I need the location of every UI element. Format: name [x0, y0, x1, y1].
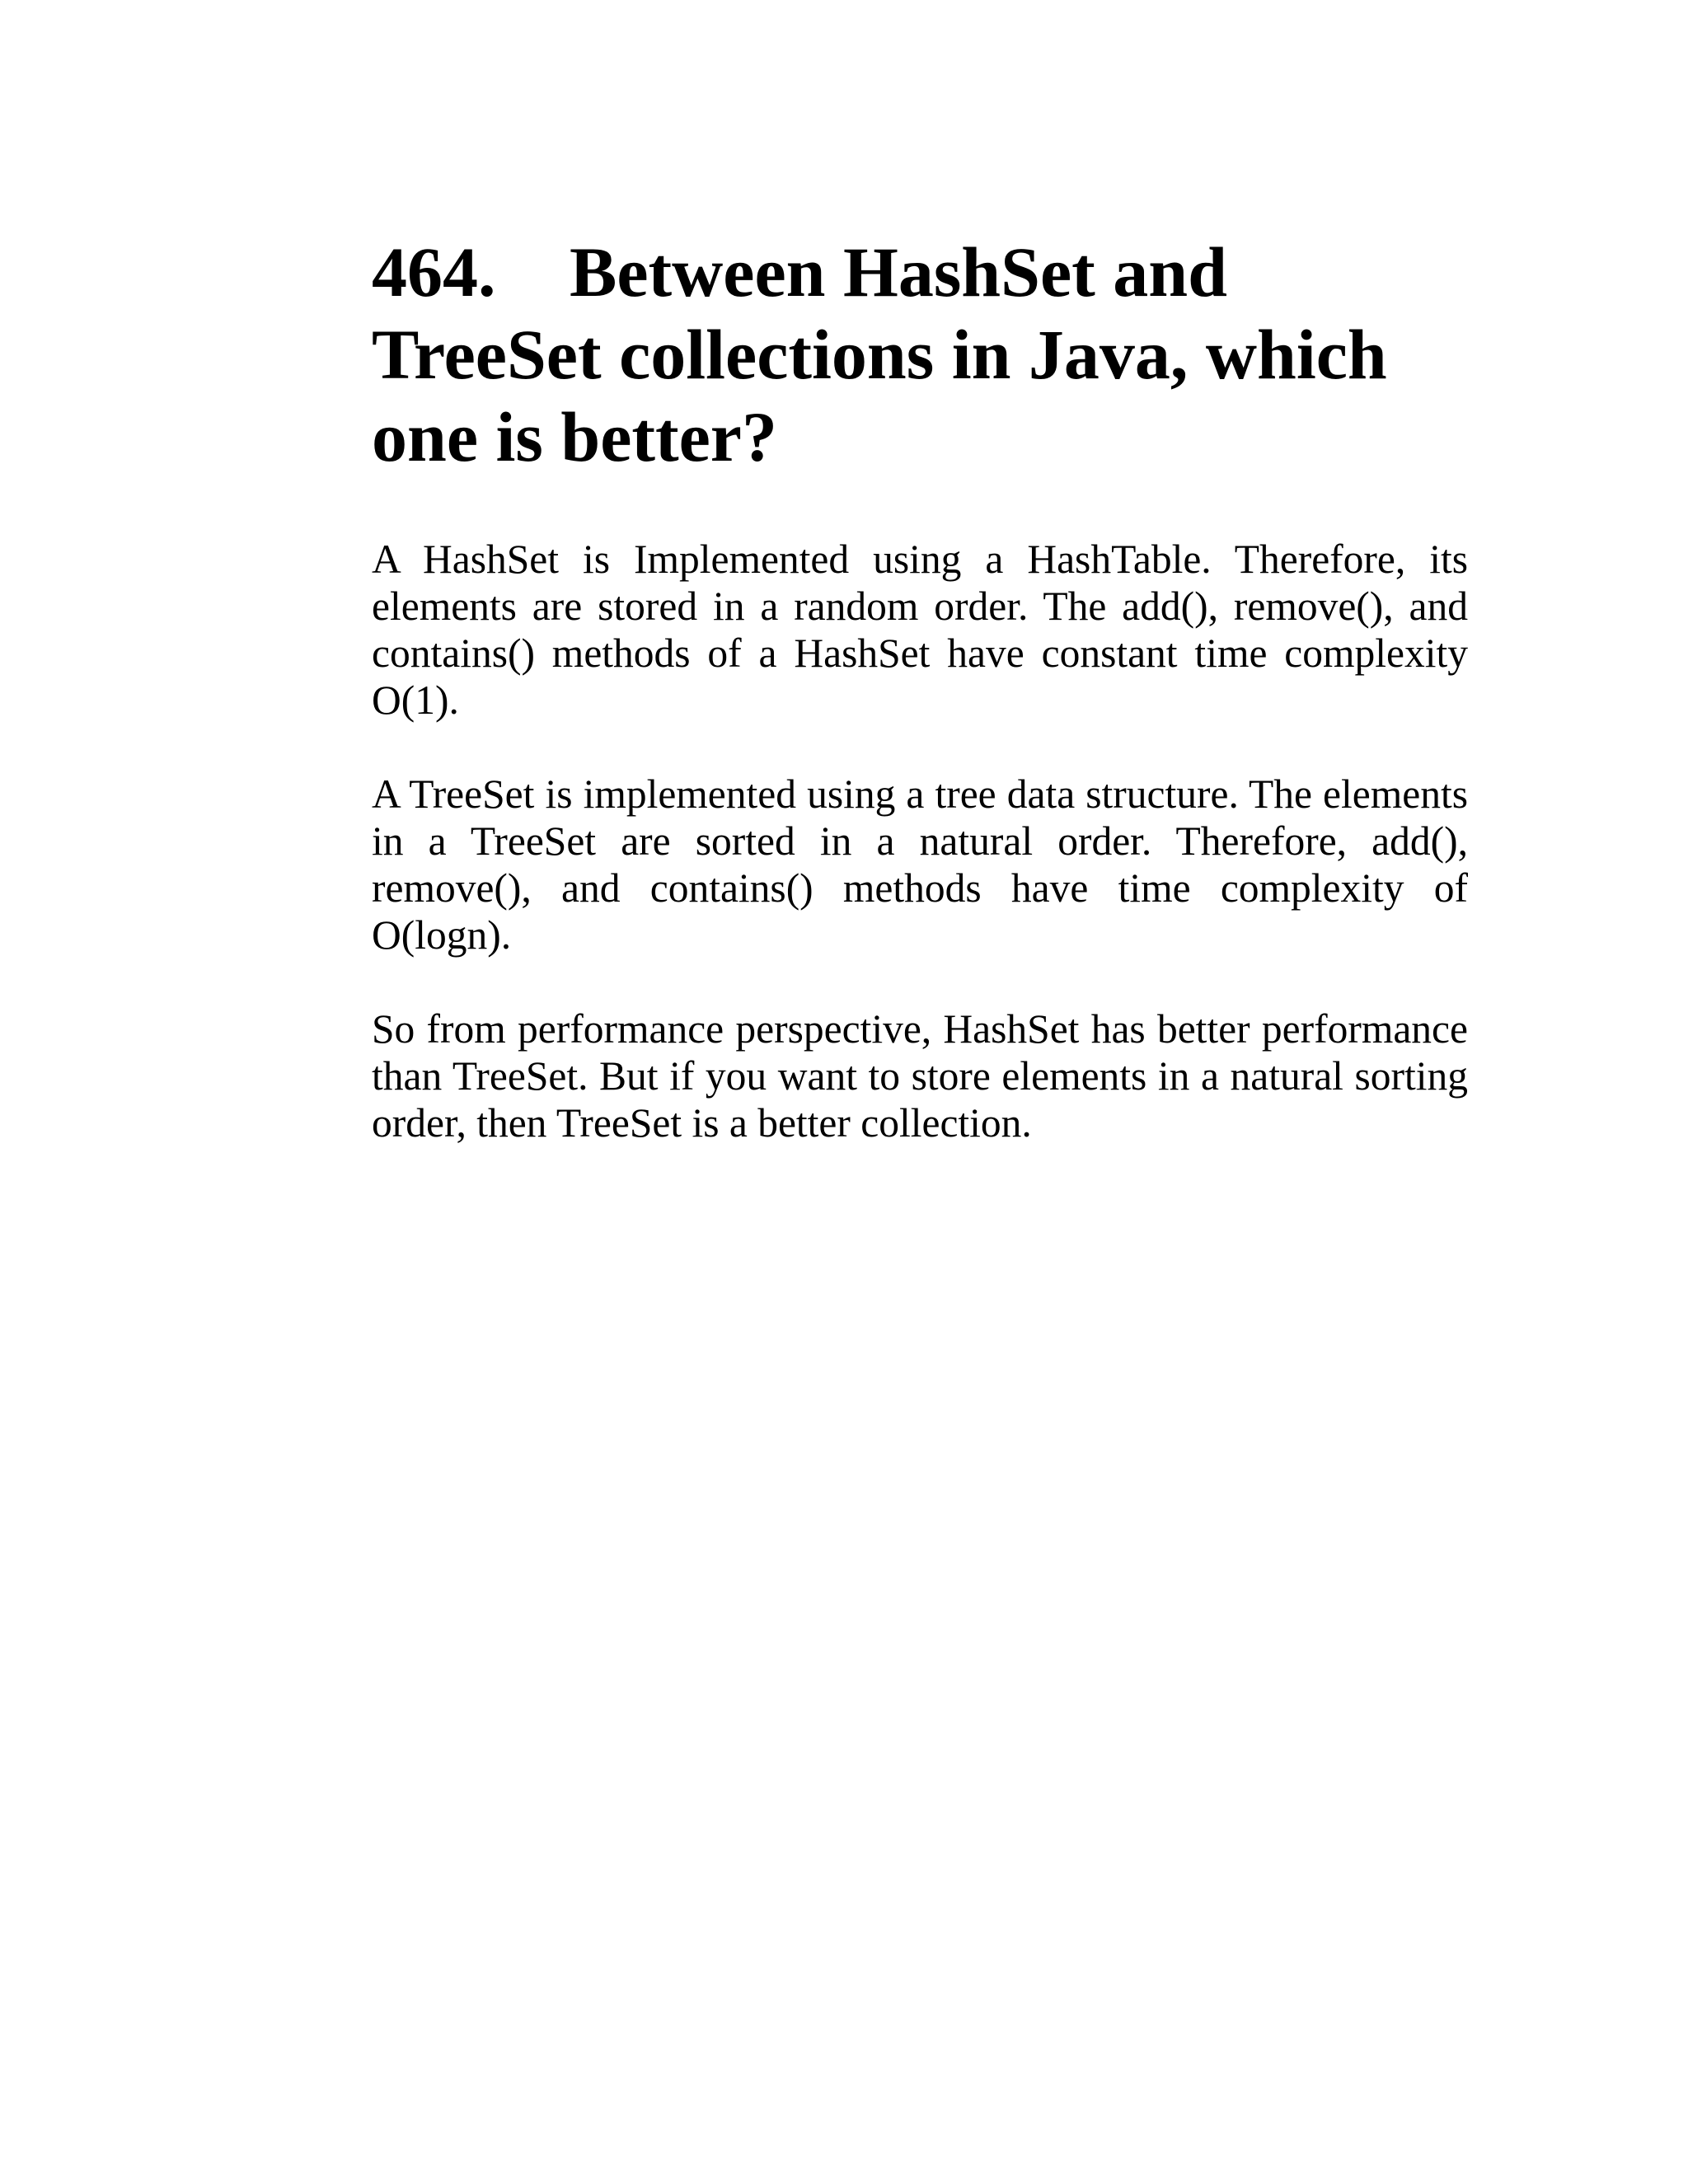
question-heading — [372, 231, 1468, 478]
answer-paragraph-hashset: A HashSet is Implemented using a HashTable. Therefore, its elements are stored in a random order. The add(), remove(), and contains() methods of a HashSet have constant time complexity O(1). — [372, 537, 1468, 723]
page-content — [372, 231, 1468, 1193]
answer-paragraph-conclusion: So from performance perspective, HashSet has better performance than TreeSet. But if you want to store elements in a natural sorting order, then TreeSet is a better collection. — [372, 1006, 1468, 1146]
question-title: Between HashSet and TreeSet collections in Java, which one is better? — [372, 232, 1387, 476]
question-number: 464. — [372, 232, 496, 312]
answer-paragraph-treeset: A TreeSet is implemented using a tree data structure. The elements in a TreeSet are sorted in a natural order. Therefore, add(), remove(), and contains() methods have time complexity of O(logn). — [372, 771, 1468, 958]
